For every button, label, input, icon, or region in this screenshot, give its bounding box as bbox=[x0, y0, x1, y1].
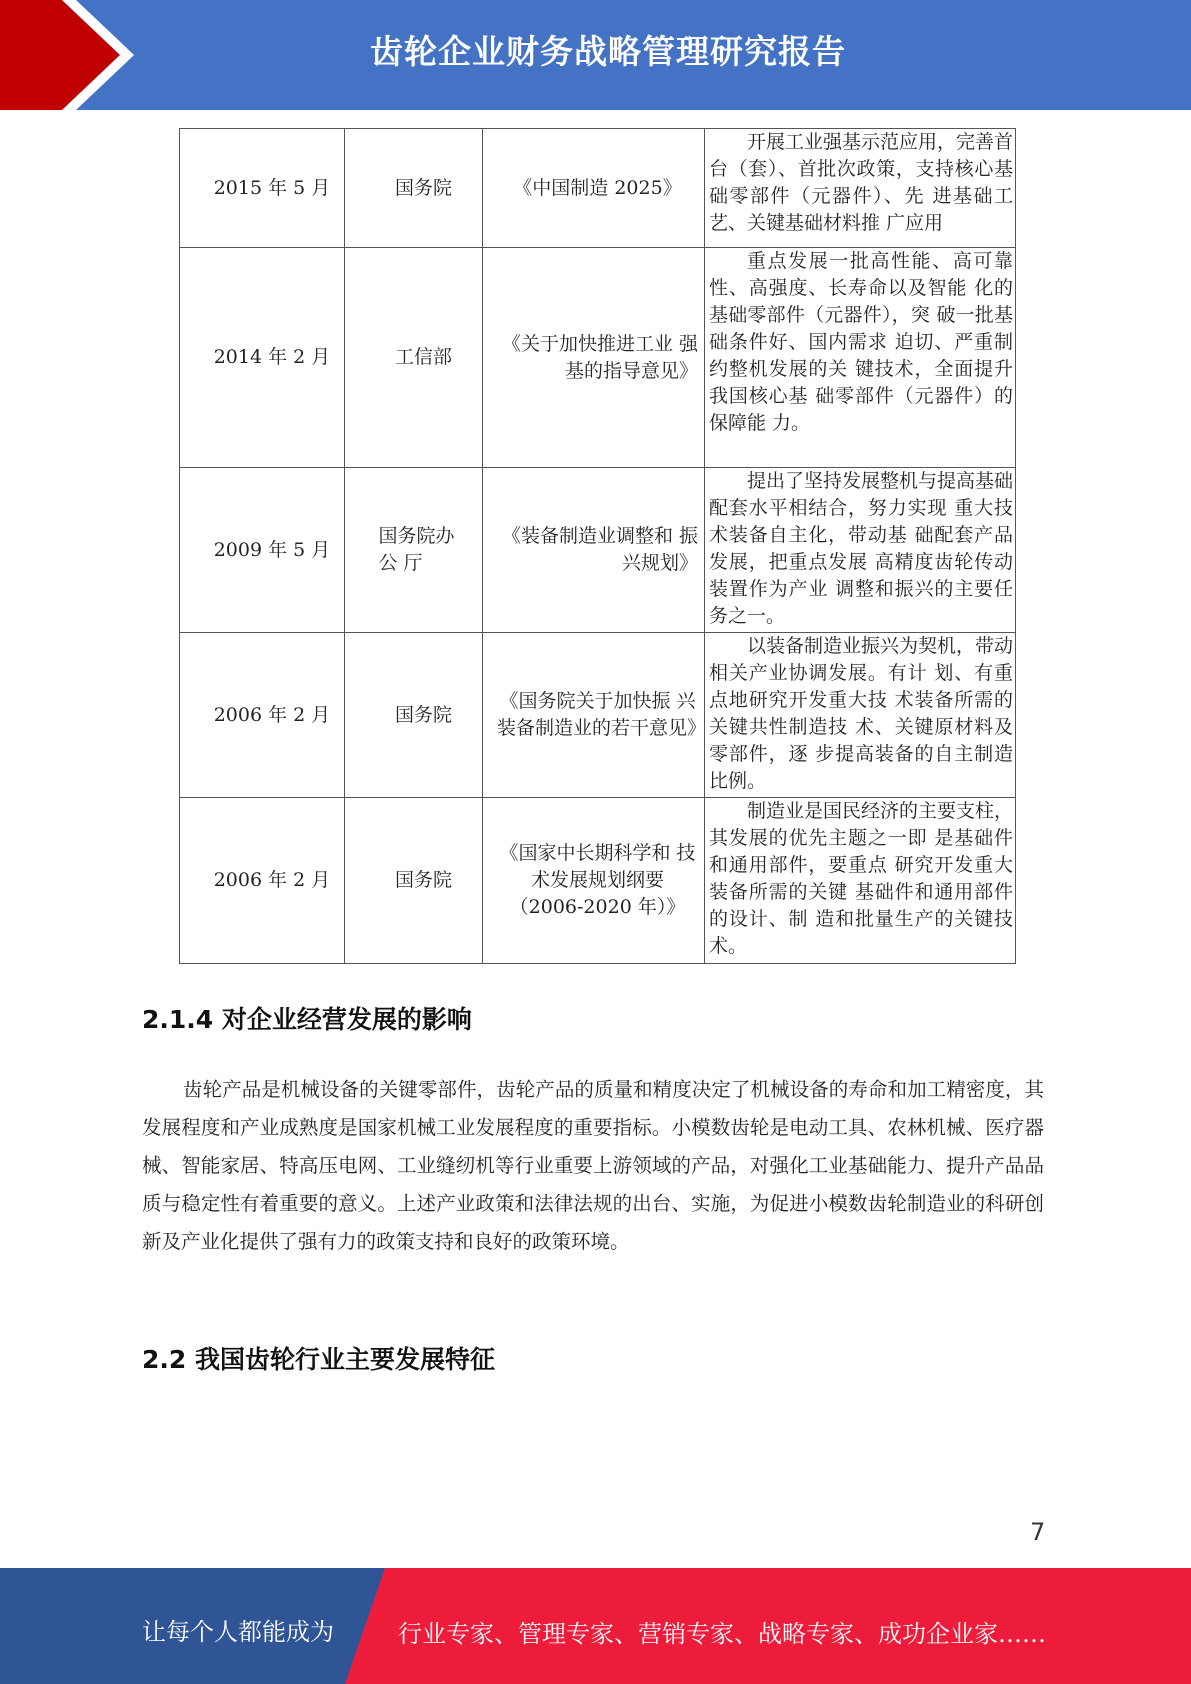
policy-description: 以装备制造业振兴为契机，带动相关产业协调发展。有计 划、有重点地研究开发重大技 术装备所需的关键共性制造技 术、关键原材料及零部件，逐 步提高装备的自主制造比例。 bbox=[709, 635, 1014, 792]
section-heading-2-2: 2.2 我国齿轮行业主要发展特征 bbox=[142, 1345, 495, 1374]
policy-department: 国务院 bbox=[394, 869, 452, 891]
section-heading-2-1-4: 2.1.4 对企业经营发展的影响 bbox=[142, 1005, 472, 1034]
policy-date: 2015 年 5 月 bbox=[213, 176, 331, 199]
policy-description: 提出了坚持发展整机与提高基础配套水平相结合，努力实现 重大技术装备自主化，带动基 础配套产品发展，把重点发展 高精度齿轮传动装置作为产业 调整和振兴的主要任务之一。 bbox=[709, 470, 1014, 627]
policy-date: 2006 年 2 月 bbox=[213, 869, 331, 891]
table-row bbox=[180, 468, 1016, 633]
policy-document: 《装备制造业调整和 振兴规划》 bbox=[501, 525, 698, 574]
policy-document: 《国务院关于加快振 兴装备制造业的若干意见》 bbox=[497, 690, 707, 739]
policy-date: 2014 年 2 月 bbox=[213, 346, 331, 368]
table-row bbox=[180, 129, 1016, 248]
policy-document: 《国家中长期科学和 技术发展规划纲要（2006-2020 年）》 bbox=[499, 842, 696, 918]
footer-slogan-left: 让每个人都能成为 bbox=[142, 1618, 334, 1646]
table-row bbox=[180, 798, 1016, 964]
table-row bbox=[180, 633, 1016, 798]
policy-date: 2009 年 5 月 bbox=[213, 538, 331, 561]
report-title: 齿轮企业财务战略管理研究报告 bbox=[370, 32, 846, 71]
section-paragraph: 齿轮产品是机械设备的关键零部件，齿轮产品的质量和精度决定了机械设备的寿命和加工精密度，其发展程度和产业成熟度是国家机械工业发展程度的重要指标。小模数齿轮是电动工具、农林机械、医疗器械、智能家居、特高压电网、工业缝纫机等行业重要上游领域的产品，对强化工业基础能力、提升产品品质与稳定性有着重要的意义。上述产业政策和法律法规的出台、实施，为促进小模数齿轮制造业的科研创新及产业化提供了强有力的政策支持和良好的政策环境。 bbox=[142, 1078, 1044, 1253]
policy-table bbox=[179, 128, 1016, 964]
page-footer bbox=[0, 1568, 1191, 1684]
policy-department: 国务院 bbox=[394, 176, 452, 199]
table-row bbox=[180, 248, 1016, 468]
policy-date: 2006 年 2 月 bbox=[213, 703, 331, 726]
footer-slogan-right: 行业专家、管理专家、营销专家、战略专家、成功企业家…… bbox=[398, 1620, 1046, 1648]
policy-description: 制造业是国民经济的主要支柱，其发展的优先主题之一即 是基础件和通用部件，要重点 研究开发重大装备所需的关键 基础件和通用部件的设计、制 造和批量生产的关键技术。 bbox=[709, 800, 1014, 957]
policy-department: 国务院办公 厅 bbox=[378, 525, 455, 574]
policy-department: 工信部 bbox=[394, 346, 452, 368]
policy-description: 开展工业强基示范应用，完善首台（套）、首批次政策，支持核心基础零部件（元器件）、先 进基础工艺、关键基础材料推 广应用 bbox=[709, 131, 1014, 234]
policy-description: 重点发展一批高性能、高可靠性、高强度、长寿命以及智能 化的基础零部件（元器件），突 破一批基础条件好、国内需求 迫切、严重制约整机发展的关 键技术，全面提升我国核心基 础零部件（元器件）的保障能 力。 bbox=[709, 250, 1013, 434]
policy-document: 《关于加快推进工业 强基的指导意见》 bbox=[501, 332, 698, 382]
policy-department: 国务院 bbox=[394, 703, 452, 726]
page-number: 7 bbox=[1030, 1518, 1046, 1546]
page-header bbox=[0, 0, 1191, 110]
policy-document: 《中国制造 2025》 bbox=[513, 176, 682, 199]
